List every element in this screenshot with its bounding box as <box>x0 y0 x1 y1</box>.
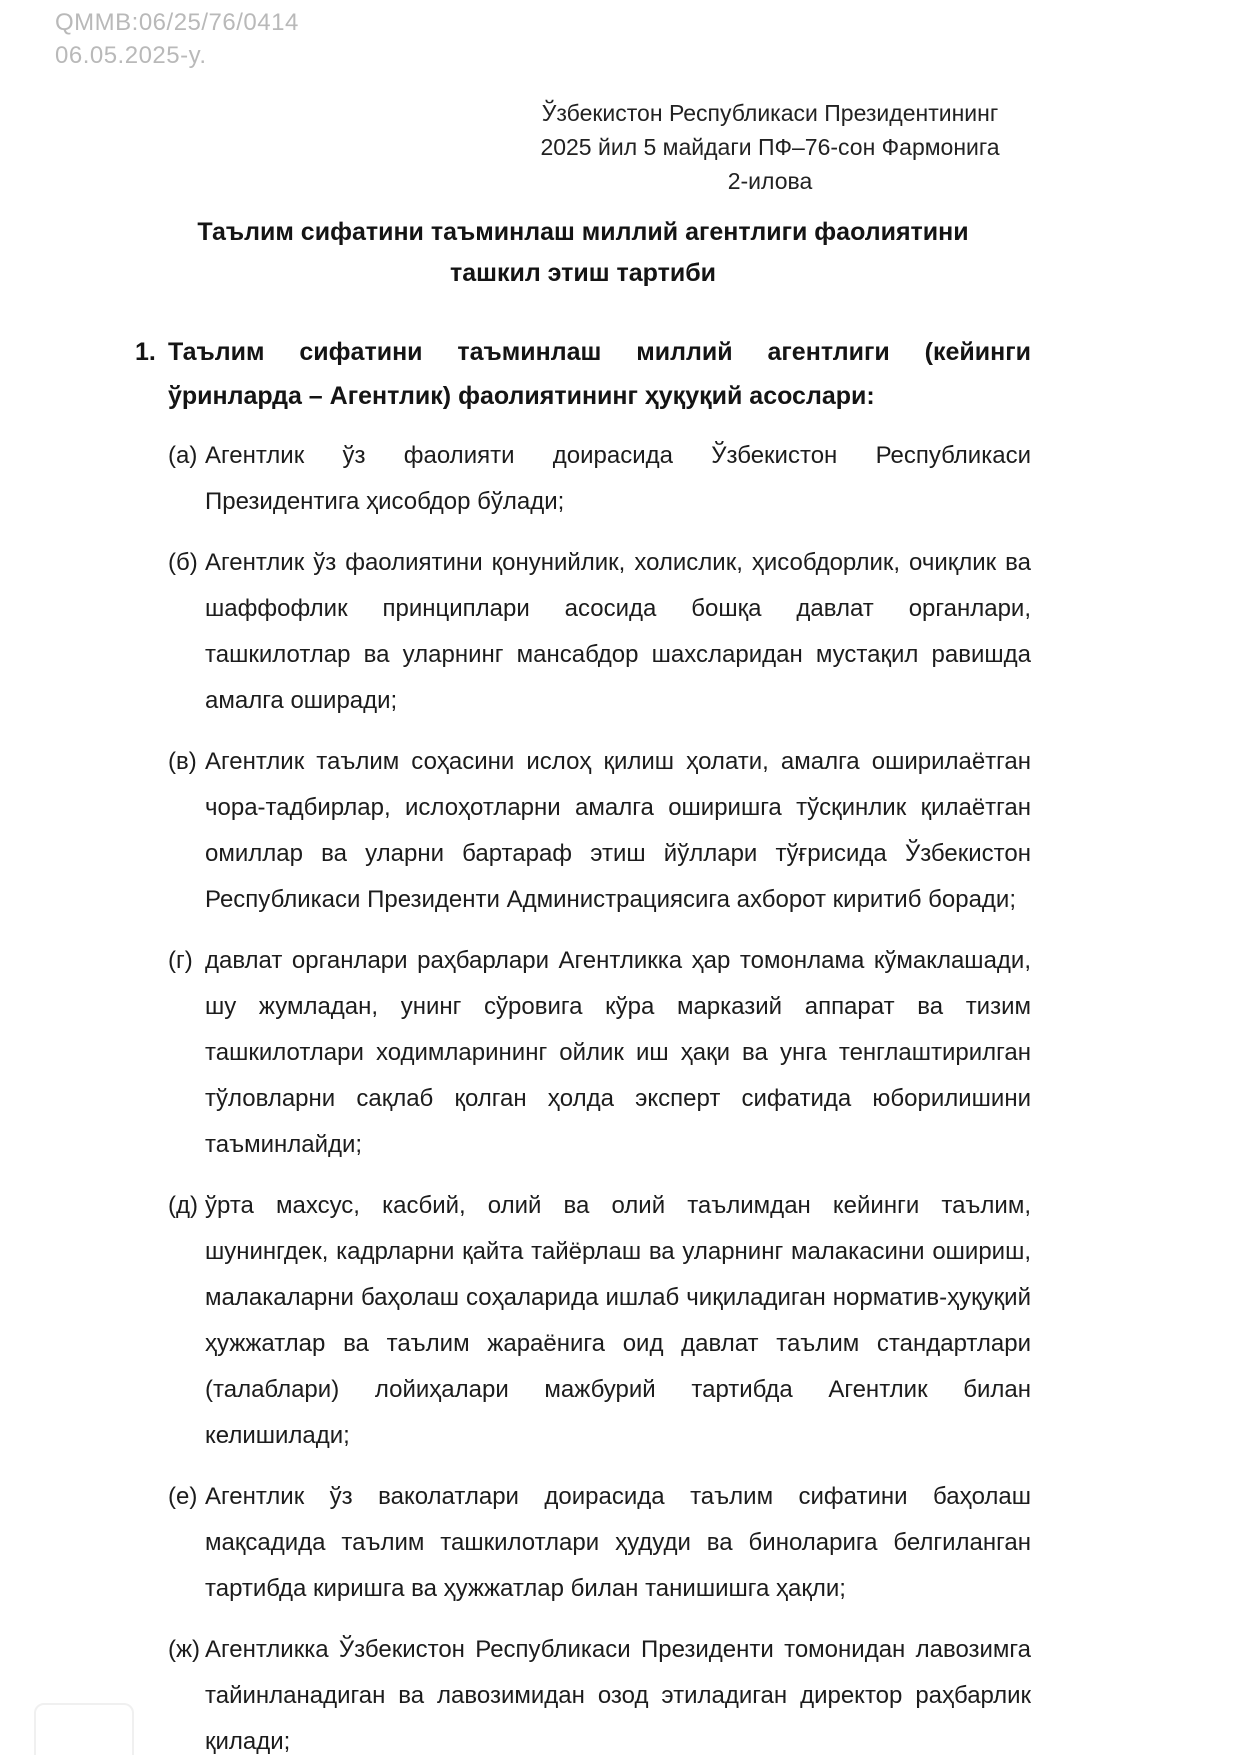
clause-item-e <box>135 1474 1031 1612</box>
clause-text-a: Агентлик ўз фаолияти доирасида Ўзбекистон Республикаси Президентига ҳисобдор бўлади; <box>205 442 1031 515</box>
clause-list <box>135 433 1031 1755</box>
clause-item-b <box>135 540 1031 724</box>
registration-number: QMMB:06/25/76/0414 <box>55 9 299 36</box>
section-1-heading <box>135 330 1031 418</box>
document-title-line-1: Таълим сифатини таъминлаш миллий агентлиги фаолиятини <box>197 218 969 246</box>
clause-label-g: (г) <box>168 947 193 974</box>
clause-text-e: Агентлик ўз ваколатлари доирасида таълим сифатини баҳолаш мақсадида таълим ташкилотлари ҳудуди ва биноларига белгиланган тартибда киришга ва ҳужжатлар билан танишишга ҳақли; <box>205 1483 1031 1602</box>
clause-text-b: Агентлик ўз фаолиятини қонунийлик, холислик, ҳисобдорлик, очиқлик ва шаффофлик принциплари асосида бошқа давлат органлари, ташкилотлар ва уларнинг мансабдор шахсларидан мустақил равишда амалга оширади; <box>205 549 1031 714</box>
clause-item-v <box>135 739 1031 923</box>
clause-label-d: (д) <box>168 1192 198 1219</box>
annex-header <box>540 96 1000 198</box>
clause-label-e: (е) <box>168 1483 198 1510</box>
section-1-heading-text: Таълим сифатини таъминлаш миллий агентлиги (кейинги ўринларда – Агентлик) фаолиятининг ҳуқуқий асослари: <box>168 338 1031 410</box>
clause-text-zh: Агентликка Ўзбекистон Республикаси Президенти томонидан лавозимга тайинланадиган ва лавозимидан озод этиладиган директор раҳбарлик қилади; <box>205 1636 1031 1755</box>
clause-item-g <box>135 938 1031 1168</box>
annex-header-line-3: 2-илова <box>727 168 813 194</box>
clause-label-a: (а) <box>168 442 198 469</box>
section-1-number: 1. <box>135 338 156 366</box>
clause-item-d <box>135 1183 1031 1459</box>
registration-watermark <box>55 6 299 72</box>
annex-header-line-2: 2025 йил 5 майдаги ПФ–76-сон Фармонига <box>540 134 1000 160</box>
clause-text-d: ўрта махсус, касбий, олий ва олий таълимдан кейинги таълим, шунингдек, кадрларни қайта тайёрлаш ва уларнинг малакасини ошириш, малакаларни баҳолаш соҳаларида ишлаб чиқиладиган норматив-ҳуқуқий ҳужжатлар ва таълим жараёнига оид давлат таълим стандартлари (талаблари) лойиҳалари мажбурий тартибда Агентлик билан келишилади; <box>205 1192 1031 1449</box>
annex-header-line-1: Ўзбекистон Республикаси Президентининг <box>541 100 999 126</box>
clause-label-v: (в) <box>168 748 197 775</box>
clause-item-a <box>135 433 1031 525</box>
registration-date: 06.05.2025-y. <box>55 42 207 69</box>
document-title-line-2: ташкил этиш тартиби <box>449 259 717 287</box>
clause-item-zh <box>135 1627 1031 1755</box>
clause-text-g: давлат органлари раҳбарлари Агентликка ҳар томонлама кўмаклашади, шу жумладан, унинг сўровига кўра марказий аппарат ва тизим ташкилотлари ходимларининг ойлик иш ҳақи ва унга тенглаштирилган тўловларни сақлаб қолган ҳолда эксперт сифатида юборилишини таъминлайди; <box>205 947 1031 1158</box>
cutoff-stamp-fragment <box>34 1703 134 1755</box>
document-title <box>135 212 1031 294</box>
clause-label-b: (б) <box>168 549 198 576</box>
document-body <box>135 212 1031 1755</box>
clause-label-zh: (ж) <box>168 1636 201 1663</box>
clause-text-v: Агентлик таълим соҳасини ислоҳ қилиш ҳолати, амалга оширилаётган чора-тадбирлар, ислоҳотларни амалга оширишга тўсқинлик қилаётган омиллар ва уларни бартараф этиш йўллари тўғрисида Ўзбекистон Республикаси Президенти Администрациясига ахборот киритиб боради; <box>205 748 1031 913</box>
